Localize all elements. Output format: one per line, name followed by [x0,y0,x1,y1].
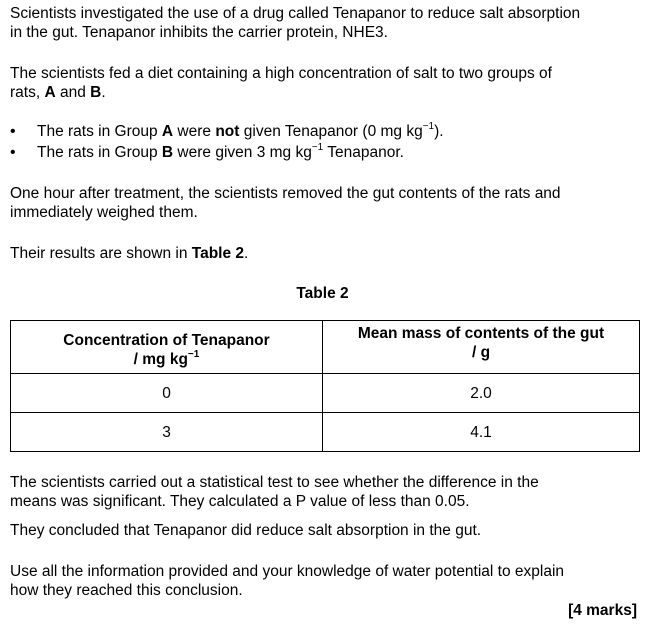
header-concentration [11,321,323,374]
stats-paragraph [10,473,640,511]
table-caption: Table 2 [296,285,349,302]
table-header-row [11,321,640,374]
groups-and: and [55,84,91,101]
bullet-b-text-post: were given 3 mg kg [173,144,312,161]
stats-line-1: The scientists carried out a statistical test to see whether the difference in the [10,474,539,491]
bullet-b-group-label: B [161,144,174,161]
header-concentration-line-1: Concentration of Tenapanor [63,332,270,349]
marks-label: [4 marks] [568,602,637,619]
stats-line-2: means was significant. They calculated a P value of less than 0.05. [10,493,470,510]
intro-line-1: Scientists investigated the use of a drug called Tenapanor to reduce salt absorption [10,5,581,22]
cell-mass: 4.1 [323,413,640,452]
table-row [11,413,640,452]
intro-line-2: in the gut. Tenapanor inhibits the carrier protein, NHE3. [10,24,388,41]
groups-line-2-pre: rats, [10,84,45,101]
conclusion-paragraph [10,521,640,540]
cell-concentration: 0 [11,374,323,413]
cell-mass: 2.0 [323,374,640,413]
groups-period: . [101,84,106,101]
header-mean-mass [323,321,640,374]
results-paragraph [10,244,640,263]
treatment-line-1: One hour after treatment, the scientists removed the gut contents of the rats and [10,185,561,202]
cell-concentration: 3 [11,413,323,452]
header-concentration-exponent: −1 [187,348,200,360]
table-row [11,374,640,413]
question-line-2: how they reached this conclusion. [10,582,243,599]
question-line-1: Use all the information provided and your knowledge of water potential to explain [10,563,565,580]
groups-bullet-list [10,122,444,164]
group-b-label: B [90,84,102,101]
group-a-label: A [44,84,56,101]
bullet-b-text-end: Tenapanor. [323,144,404,161]
bullet-a-group-label: A [161,123,174,140]
intro-paragraph [10,4,640,42]
header-concentration-line-2: / mg kg [133,351,188,368]
conclusion-line-1: They concluded that Tenapanor did reduce salt absorption in the gut. [10,522,482,539]
results-text-pre: Their results are shown in [10,245,192,262]
results-text-post: . [244,245,249,262]
results-table [10,320,640,452]
groups-line-1: The scientists fed a diet containing a high concentration of salt to two groups of [10,65,552,82]
results-table-ref: Table 2 [191,245,245,262]
bullet-b-text-pre: The rats in Group [37,144,162,161]
treatment-paragraph [10,184,640,222]
bullet-item-group-a [10,122,444,143]
bullet-b-exponent: −1 [311,141,324,153]
bullet-a-text-pre: The rats in Group [37,123,162,140]
header-mass-line-2: / g [471,344,491,361]
bullet-a-text-post: given Tenapanor (0 mg kg [239,123,423,140]
groups-paragraph [10,64,640,102]
bullet-a-not: not [215,123,240,140]
bullet-item-group-b [10,143,444,164]
bullet-a-exponent: −1 [422,120,435,132]
header-mass-line-1: Mean mass of contents of the gut [357,325,605,342]
bullet-a-text-end: ). [434,123,444,140]
bullet-icon: • [10,123,16,140]
bullet-a-text-mid: were [173,123,216,140]
bullet-icon: • [10,144,16,161]
treatment-line-2: immediately weighed them. [10,204,198,221]
question-paragraph [10,562,640,600]
